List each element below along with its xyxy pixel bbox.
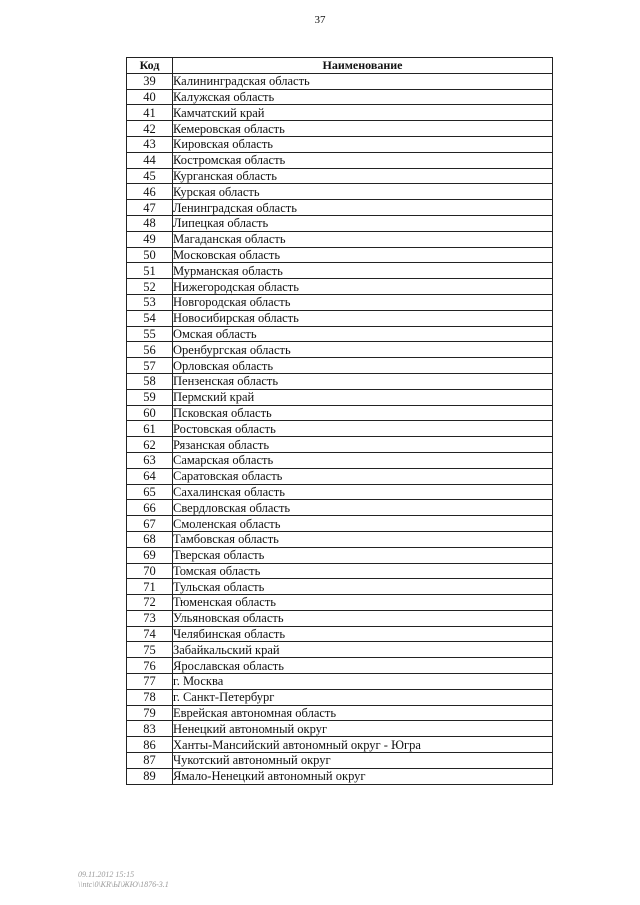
- region-name: Курская область: [173, 184, 553, 200]
- region-name: Тульская область: [173, 579, 553, 595]
- region-code: 89: [127, 768, 173, 784]
- region-code: 48: [127, 215, 173, 231]
- region-code: 70: [127, 563, 173, 579]
- region-code: 52: [127, 279, 173, 295]
- table-row: [127, 294, 553, 310]
- table-row: [127, 689, 553, 705]
- region-code: 40: [127, 89, 173, 105]
- region-name: Костромская область: [173, 152, 553, 168]
- region-name: Оренбургская область: [173, 342, 553, 358]
- region-name: Новосибирская область: [173, 310, 553, 326]
- region-code: 63: [127, 452, 173, 468]
- region-name: Ульяновская область: [173, 610, 553, 626]
- header-name: Наименование: [173, 58, 553, 74]
- region-code: 69: [127, 547, 173, 563]
- region-code: 87: [127, 753, 173, 769]
- table-row: [127, 136, 553, 152]
- table-row: [127, 247, 553, 263]
- table-row: [127, 768, 553, 784]
- table-row: [127, 200, 553, 216]
- table-body: [127, 73, 553, 784]
- table-row: [127, 73, 553, 89]
- region-name: г. Москва: [173, 674, 553, 690]
- document-footer: [78, 870, 169, 890]
- table-header-row: [127, 58, 553, 74]
- region-name: Кировская область: [173, 136, 553, 152]
- region-name: Калининградская область: [173, 73, 553, 89]
- region-code: 55: [127, 326, 173, 342]
- region-name: Новгородская область: [173, 294, 553, 310]
- table-row: [127, 753, 553, 769]
- table-row: [127, 468, 553, 484]
- region-code: 66: [127, 500, 173, 516]
- region-code: 53: [127, 294, 173, 310]
- table-row: [127, 642, 553, 658]
- header-code: Код: [127, 58, 173, 74]
- table-row: [127, 373, 553, 389]
- region-code: 65: [127, 484, 173, 500]
- region-name: Ярославская область: [173, 658, 553, 674]
- table-row: [127, 610, 553, 626]
- regions-table: [126, 57, 553, 785]
- region-name: Челябинская область: [173, 626, 553, 642]
- region-name: Саратовская область: [173, 468, 553, 484]
- region-code: 54: [127, 310, 173, 326]
- region-code: 41: [127, 105, 173, 121]
- table-row: [127, 705, 553, 721]
- table-row: [127, 326, 553, 342]
- region-code: 57: [127, 358, 173, 374]
- region-code: 61: [127, 421, 173, 437]
- region-name: Ямало-Ненецкий автономный округ: [173, 768, 553, 784]
- table-row: [127, 595, 553, 611]
- region-name: Смоленская область: [173, 516, 553, 532]
- table-row: [127, 342, 553, 358]
- table-row: [127, 721, 553, 737]
- table-row: [127, 152, 553, 168]
- region-code: 73: [127, 610, 173, 626]
- table-row: [127, 421, 553, 437]
- region-name: Томская область: [173, 563, 553, 579]
- region-name: Орловская область: [173, 358, 553, 374]
- region-code: 56: [127, 342, 173, 358]
- region-name: Нижегородская область: [173, 279, 553, 295]
- region-code: 60: [127, 405, 173, 421]
- table-row: [127, 358, 553, 374]
- region-name: Ростовская область: [173, 421, 553, 437]
- region-name: Камчатский край: [173, 105, 553, 121]
- region-code: 43: [127, 136, 173, 152]
- table-row: [127, 263, 553, 279]
- region-code: 77: [127, 674, 173, 690]
- region-name: Забайкальский край: [173, 642, 553, 658]
- table-row: [127, 437, 553, 453]
- region-code: 71: [127, 579, 173, 595]
- region-code: 47: [127, 200, 173, 216]
- region-code: 79: [127, 705, 173, 721]
- region-code: 72: [127, 595, 173, 611]
- region-name: Рязанская область: [173, 437, 553, 453]
- region-name: Курганская область: [173, 168, 553, 184]
- table-row: [127, 168, 553, 184]
- region-name: г. Санкт-Петербург: [173, 689, 553, 705]
- table-row: [127, 121, 553, 137]
- table-row: [127, 231, 553, 247]
- region-name: Мурманская область: [173, 263, 553, 279]
- region-code: 68: [127, 531, 173, 547]
- region-name: Ханты-Мансийский автономный округ - Югра: [173, 737, 553, 753]
- table-row: [127, 516, 553, 532]
- table-row: [127, 500, 553, 516]
- region-name: Калужская область: [173, 89, 553, 105]
- region-name: Пермский край: [173, 389, 553, 405]
- footer-file-path: \\ntc\0\KR\Ы\ЖЮ\1876-3.1: [78, 880, 169, 889]
- table-row: [127, 215, 553, 231]
- table-row: [127, 452, 553, 468]
- table-row: [127, 626, 553, 642]
- region-name: Ленинградская область: [173, 200, 553, 216]
- region-code: 78: [127, 689, 173, 705]
- region-code: 76: [127, 658, 173, 674]
- page-number: 37: [314, 14, 326, 26]
- region-code: 83: [127, 721, 173, 737]
- region-name: Липецкая область: [173, 215, 553, 231]
- table-row: [127, 531, 553, 547]
- region-code: 39: [127, 73, 173, 89]
- region-name: Сахалинская область: [173, 484, 553, 500]
- region-name: Еврейская автономная область: [173, 705, 553, 721]
- table-row: [127, 279, 553, 295]
- region-code: 86: [127, 737, 173, 753]
- region-code: 44: [127, 152, 173, 168]
- region-name: Кемеровская область: [173, 121, 553, 137]
- table-row: [127, 89, 553, 105]
- region-code: 59: [127, 389, 173, 405]
- region-code: 58: [127, 373, 173, 389]
- table-row: [127, 579, 553, 595]
- region-name: Магаданская область: [173, 231, 553, 247]
- region-name: Чукотский автономный округ: [173, 753, 553, 769]
- table-row: [127, 405, 553, 421]
- region-code: 62: [127, 437, 173, 453]
- region-name: Омская область: [173, 326, 553, 342]
- region-code: 75: [127, 642, 173, 658]
- region-name: Свердловская область: [173, 500, 553, 516]
- region-code: 74: [127, 626, 173, 642]
- table-row: [127, 184, 553, 200]
- table-row: [127, 310, 553, 326]
- table-row: [127, 547, 553, 563]
- table-row: [127, 658, 553, 674]
- region-name: Московская область: [173, 247, 553, 263]
- region-name: Тюменская область: [173, 595, 553, 611]
- footer-timestamp: 09.11.2012 15:15: [78, 870, 135, 879]
- region-code: 67: [127, 516, 173, 532]
- region-code: 45: [127, 168, 173, 184]
- region-code: 49: [127, 231, 173, 247]
- region-code: 46: [127, 184, 173, 200]
- table-row: [127, 484, 553, 500]
- table-row: [127, 389, 553, 405]
- region-name: Тамбовская область: [173, 531, 553, 547]
- region-name: Псковская область: [173, 405, 553, 421]
- table-row: [127, 563, 553, 579]
- table-row: [127, 737, 553, 753]
- region-name: Пензенская область: [173, 373, 553, 389]
- region-code: 51: [127, 263, 173, 279]
- region-code: 50: [127, 247, 173, 263]
- region-code: 42: [127, 121, 173, 137]
- table-row: [127, 105, 553, 121]
- region-name: Ненецкий автономный округ: [173, 721, 553, 737]
- table-row: [127, 674, 553, 690]
- region-name: Тверская область: [173, 547, 553, 563]
- region-code: 64: [127, 468, 173, 484]
- region-name: Самарская область: [173, 452, 553, 468]
